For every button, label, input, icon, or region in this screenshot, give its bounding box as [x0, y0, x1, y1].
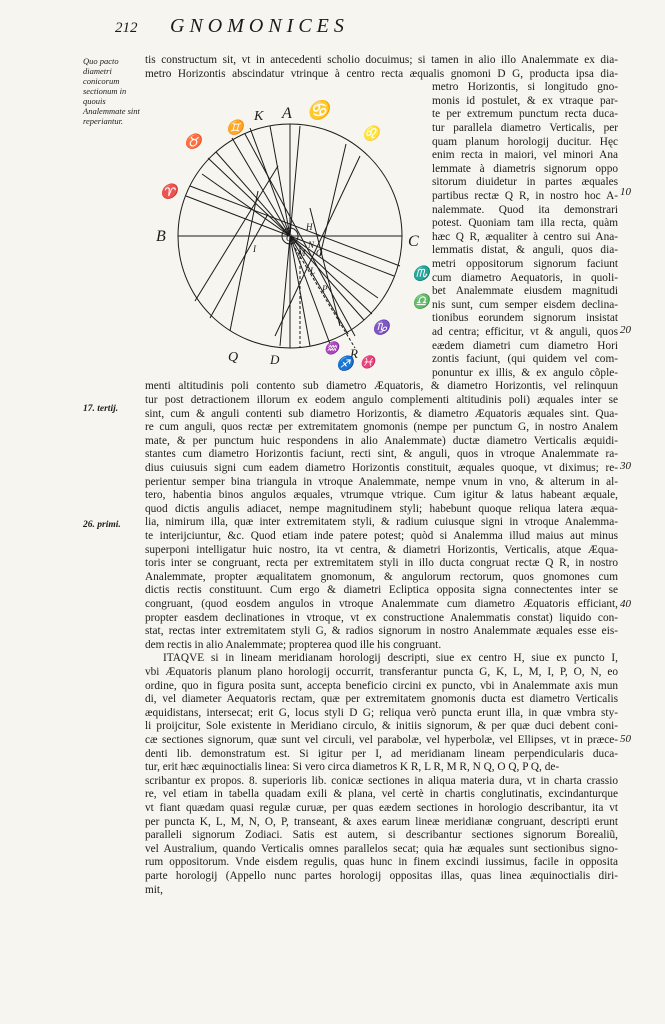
text-line: cum diametro Aequatoris, in quoli- — [432, 271, 618, 284]
side-note: Quo pacto diametri conicorum sectionum in quouis Analemmate sint reperiantur. — [83, 56, 140, 126]
line-number-50: 50 — [620, 733, 631, 745]
label-H: H — [306, 222, 313, 232]
label-K: K — [254, 109, 264, 124]
text-line: Analemmate, propter æqualitatem gnomonum, & angulorum rectorum, quos gnomones cum — [145, 570, 618, 583]
text-line: sint, cum & anguli contenti sub diametro Horizontis, & diametro Æquatoris æquales sint. Qua- — [145, 407, 618, 420]
capricorn-icon: ♑ — [372, 321, 390, 336]
text-line: ad centra; efficitur, vt & anguli, quos — [432, 326, 618, 338]
text-line: perientur semper bina triangula in vtroque Analemmate, nempe vnum in vno, & alterum in al- — [145, 475, 618, 488]
taurus-icon: ♉ — [184, 135, 202, 150]
label-L: L — [310, 266, 316, 276]
text-line: mate, & per punctum huic respondens in alio Analemmate) ductæ diametro Verticalis æquidi- — [145, 434, 618, 447]
aries-icon: ♈ — [160, 185, 178, 200]
text-line: superponi intelligatur huic nostro, ita vt centra, & diametri Horizontis, Verticalis, atque Æqua- — [145, 543, 618, 556]
text-line: vbi Æquatoris planum plano horologij occurrit, transferantur puncta G, K, L, M, I, P, O, N, eo — [145, 666, 618, 678]
text-line: quod dictis angulis adiacet, nempe magnitudinem styli; habebunt quoque reliqua latera æqua- — [145, 502, 618, 515]
text-line: partibus rectæ Q R, in nostro hoc A- — [432, 190, 618, 202]
text-line: propter easdem declinationes in vtroque, vt ex constructione Analemmatis constat) liquido con- — [145, 611, 618, 624]
construction-line-3 — [195, 166, 278, 301]
scorpio-icon: ♏ — [412, 267, 430, 282]
text-line: dictis rectis constituunt. Cum ergo & diametri Ecliptica opposita signa connectentes inter se — [145, 584, 618, 597]
text-line: quam planum horologij ducitur. Hęc — [432, 135, 618, 148]
label-C: C — [408, 233, 419, 250]
text-line: congruant, (quod eosdem angulos in vtroque Analemmate cum diametro Æquatoris efficiant, — [145, 598, 618, 610]
pisces-icon: ♓ — [360, 355, 375, 369]
text-line: te interijciuntur, &c. Quod etiam inde patere potest; quòd si Analemma illud maius aut minus — [145, 530, 618, 542]
text-line: lemmatis distat, & anguli, quos dia- — [432, 244, 618, 257]
text-line: toris inter se congruant, recta per extremitatem styli in illo ducta congruat rectæ Q R, in nostro — [145, 557, 618, 570]
text-line: tero, habentia binos angulos æquales, vtrumque vtrique. Cum igitur & latus habeant æquale, — [145, 489, 618, 502]
label-M: M — [298, 248, 306, 258]
text-line: te per extremum punctum recta duca- — [432, 108, 618, 121]
analemma-figure — [150, 96, 430, 376]
label-P: P — [322, 284, 328, 294]
text-line: dem rectis in alio Analemmate; propterea quod ille his congruant. — [145, 638, 442, 651]
line-number-10: 10 — [620, 186, 631, 198]
label-G: G — [286, 233, 293, 243]
text-line: metri oppositorum signorum faciunt — [432, 258, 618, 270]
label-N: N — [308, 240, 315, 250]
text-line: eædem diametri cum diametro Hori — [432, 339, 618, 352]
text-line: cæ sectiones signorum, quæ sunt vel circuli, vel parabolæ, vel hyperbolæ, vel Ellipses, vt in præce- — [145, 734, 618, 746]
gemini-icon: ♊ — [226, 121, 244, 136]
text-line: sitorum diuidetur in partes æquales — [432, 176, 618, 189]
text-line: nis sunt, cum semper eisdem declina- — [432, 298, 618, 311]
text-line: tur, erit hæc æquinoctialis linea: Si vero circa diametros K R, L R, M R, N Q, O Q, P Q, de- — [145, 761, 560, 774]
text-line: bet Analemmate eiusdem magnitudi — [432, 285, 618, 298]
page-number: 212 — [115, 20, 138, 36]
running-head: GNOMONICES — [170, 15, 349, 37]
text-line: lia, nimirum illa, quæ inter extremitatem styli, & radium cuiusque signi in vtroque Analemma- — [145, 516, 618, 529]
signs-line-8 — [190, 186, 400, 266]
label-D: D — [270, 352, 280, 367]
text-line: vel Australium, quando Verticalis omnes parallelos secat; quia hæ æquales sunt sectionibus signo- — [145, 842, 618, 855]
text-line: stat, rectas inter extremitatem styli G, & radios signorum in nostro Analemmate æquales esse eis- — [145, 625, 618, 638]
text-line: li proijcitur, Sole existente in Meridiano circulo, & initiis signorum, & per quæ duci debent coni- — [145, 720, 618, 733]
text-line: zontis faciunt, (qui quidem vel com- — [432, 353, 618, 366]
line-number-40: 40 — [620, 598, 631, 610]
text-line: mit, — [145, 883, 163, 896]
text-line: tionibus eorundem signorum insistat — [432, 312, 618, 325]
sagittarius-icon: ♐ — [336, 357, 354, 372]
text-line: denti lib. demonstratum est. Si igitur per I, ad meridianam lineam perpendicularis duca- — [145, 747, 618, 760]
text-line: parte horologij (Appello nunc partes horologij oppositas illas, quas linea æquinoctialis diri- — [145, 870, 618, 882]
text-line: ITAQVE si in lineam meridianam horologij descripti, siue ex centro H, siue ex puncto I, — [163, 652, 618, 665]
construction-line-2 — [230, 191, 258, 331]
text-line: hæc Q R, æqualiter à centro sui Ana- — [432, 230, 618, 243]
line-number-20: 20 — [620, 324, 631, 336]
leo-icon: ♌ — [362, 127, 380, 142]
text-line: nalemmate. Quod ita demonstrari — [432, 203, 618, 216]
text-line: re, vel etiam in tabella quadam exili & plana, vel certè in chartis conglutinatis, excindanturque — [145, 788, 618, 801]
label-I: I — [253, 244, 256, 254]
text-line: tur post detractionem illorum ex eodem angulo complementi altitudinis poli) æquales inter se — [145, 394, 618, 406]
margin-ref-tertij: 17. tertij. — [83, 404, 119, 414]
margin-ref-primi: 26. primi. — [83, 520, 121, 530]
construction-line-6 — [320, 144, 346, 256]
text-line: ordine, quo in figura posita sunt, accepta beneficio circini ex puncto, vbi in Analemmate axis mun — [145, 679, 618, 692]
line-number-30: 30 — [620, 460, 631, 472]
signs-line-7 — [245, 134, 355, 336]
label-R: R — [350, 346, 358, 361]
text-line: metro Horizontis, si longitudo gno- — [432, 81, 618, 94]
text-line: ponuntur ex illis, & ex angulo cõple- — [432, 366, 618, 379]
label-Q: Q — [228, 350, 239, 365]
text-line: stantes cum diametro Horizontis faciunt, recti sint, & anguli, quos in vtroque Analemmate ra- — [145, 448, 618, 461]
text-line: dius cuiusuis signi cum eadem diametro Horizontis constituit, æquales quoque, vt diximus; re- — [145, 462, 618, 474]
text-line: menti altitudinis poli contento sub diametro Æquatoris, & diametro Horizontis, vel relinquun — [145, 380, 618, 393]
text-line: paralleli signorum Zodiaci. Satis est autem, si describantur sectiones signorum Borealiũ, — [145, 829, 618, 842]
text-line: tur parallela diametro Verticalis, per — [432, 122, 618, 134]
text-line: æquidistans, intersecat; erit G, locus styli D G; reliqua verò puncta erunt illa, in quæ vmbra sty- — [145, 706, 618, 719]
text-line: lemmate à diametris signorum oppo — [432, 162, 618, 175]
text-line: potest. Quoniam tam illa recta, quàm — [432, 217, 618, 230]
label-B: B — [156, 228, 166, 245]
text-line: vt fiant quædam quasi regulæ curuæ, per quas eædem sectiones in horologio describantur, ita vt — [145, 802, 618, 814]
analemma-diagram — [150, 96, 430, 376]
text-line: tis constructum sit, vt in antecedenti scholio docuimus; si tamen in alio illo Analemmate ex dia- — [145, 54, 618, 66]
label-O: O — [316, 248, 323, 258]
cancer-icon: ♋ — [307, 100, 330, 120]
text-line: enim recta in maiori, vel minori Ana — [432, 149, 618, 162]
text-line: per puncta K, L, M, N, O, P, transeant, & axes earum lineæ meridianæ congruant, descripti erunt — [145, 815, 618, 828]
text-line: monis id postulet, & ex vtraque par- — [432, 94, 618, 107]
text-line: rum oppositorum. Vnde eisdem regulis, quas hunc in finem excindi iussimus, facile in opposita — [145, 856, 618, 869]
label-A: A — [282, 105, 292, 122]
aquarius-icon: ♒ — [324, 341, 339, 355]
libra-icon: ♎ — [412, 295, 430, 310]
text-line: di, vel diameter Aequatoris rectam, quæ per extremitatem gnomonis ducta est diametro Verticalis — [145, 693, 618, 706]
text-line: scribantur ex propos. 8. superioris lib. conicæ sectiones in aliqua materia dura, vt in charta crassio — [145, 774, 618, 787]
text-line: metro Horizontis abscindatur vtrinque à centro recta æqualis gnomoni D G, producta ipsa dia- — [145, 67, 618, 80]
text-line: re cum anguli, quos rectæ per extremitatem gnomonis (nempe per punctum G, in nostro Analem — [145, 421, 618, 434]
